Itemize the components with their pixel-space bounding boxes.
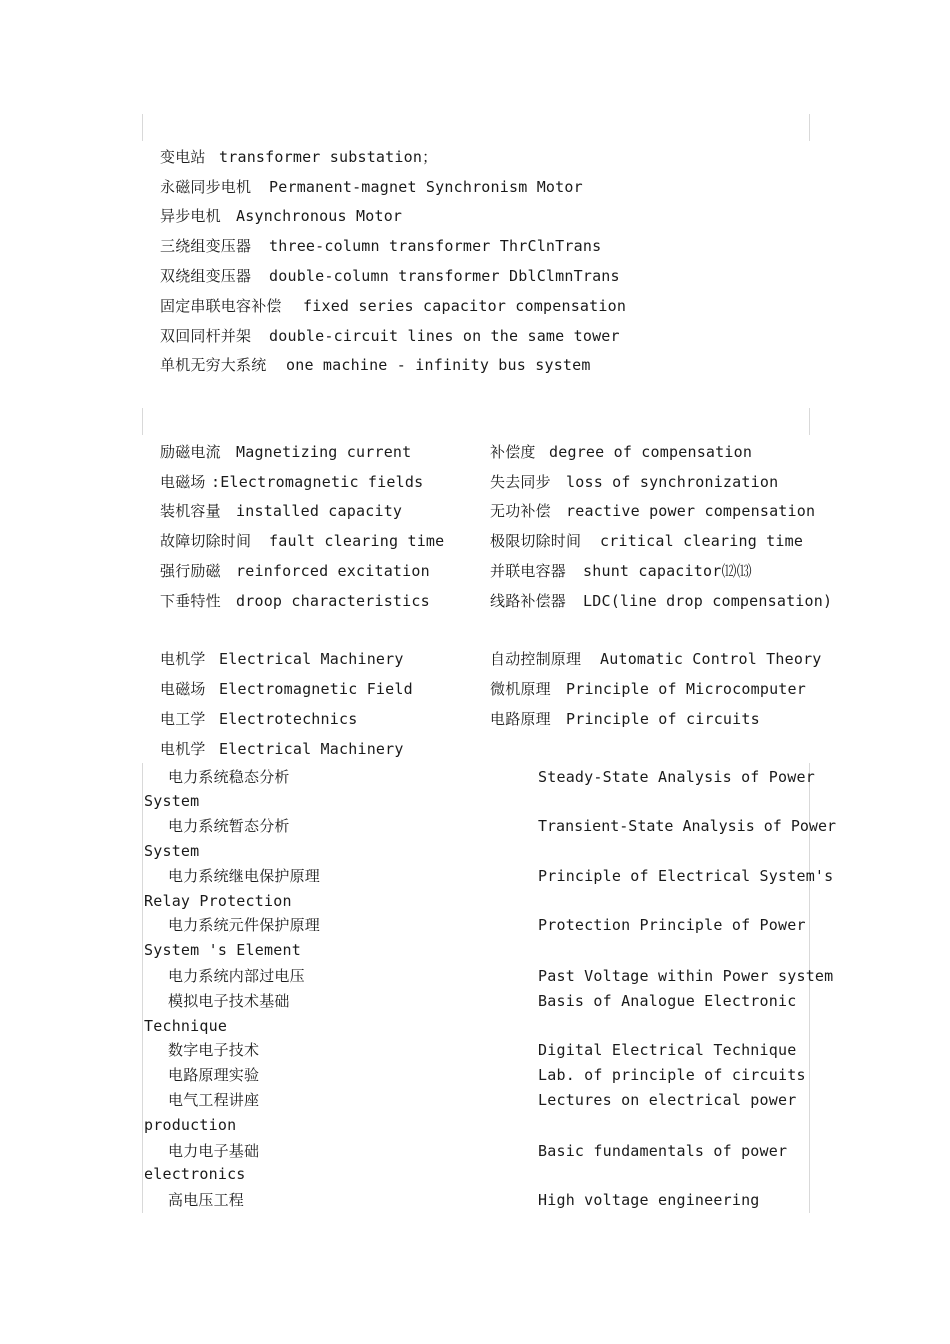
term-en: reactive power compensation bbox=[566, 502, 816, 520]
course-en: Steady-State Analysis of Power bbox=[538, 768, 815, 786]
term-en: installed capacity bbox=[236, 502, 403, 520]
course-en-wrap: electronics bbox=[144, 1165, 246, 1183]
term-cn: 单机无穷大系统 bbox=[160, 356, 267, 374]
term-cn: 失去同步 bbox=[490, 473, 551, 491]
term-cn: 励磁电流 bbox=[160, 443, 221, 461]
course-cn: 电力系统元件保护原理 bbox=[168, 916, 321, 934]
course-cn: 自动控制原理 bbox=[490, 650, 582, 668]
course-cn: 电力电子基础 bbox=[168, 1142, 260, 1160]
term-en: fault clearing time bbox=[269, 532, 445, 550]
course-en: Electrical Machinery bbox=[219, 740, 404, 758]
term-cn: 三绕组变压器 bbox=[160, 237, 252, 255]
course-en-wrap: production bbox=[144, 1116, 237, 1134]
course-en-wrap: System bbox=[144, 842, 200, 860]
term-cn: 变电站 bbox=[160, 148, 206, 166]
term-cn: 下垂特性 bbox=[160, 592, 221, 610]
course-en-wrap: System 's Element bbox=[144, 941, 301, 959]
term-en: three-column transformer ThrClnTrans bbox=[269, 237, 602, 255]
table-border-right-2 bbox=[809, 408, 810, 435]
course-cn: 电路原理 bbox=[490, 710, 551, 728]
term-en: LDC(line drop compensation) bbox=[583, 592, 833, 610]
course-en: Electrical Machinery bbox=[219, 650, 404, 668]
course-cn: 数字电子技术 bbox=[168, 1041, 260, 1059]
term-en: reinforced excitation bbox=[236, 562, 430, 580]
table-border-left-3 bbox=[142, 763, 143, 1213]
term-en: Permanent-magnet Synchronism Motor bbox=[269, 178, 583, 196]
term-cn: 故障切除时间 bbox=[160, 532, 252, 550]
course-cn: 高电压工程 bbox=[168, 1191, 245, 1209]
course-cn: 微机原理 bbox=[490, 680, 551, 698]
course-en: Principle of Microcomputer bbox=[566, 680, 806, 698]
term-en: :Electromagnetic fields bbox=[211, 473, 424, 491]
course-en: Basic fundamentals of power bbox=[538, 1142, 788, 1160]
course-en-wrap: Relay Protection bbox=[144, 892, 292, 910]
course-cn: 电路原理实验 bbox=[168, 1066, 260, 1084]
table-border-left-2 bbox=[142, 408, 143, 435]
course-en: Transient-State Analysis of Power bbox=[538, 817, 837, 835]
course-en: Principle of Electrical System's bbox=[538, 867, 834, 885]
course-cn: 电机学 bbox=[160, 650, 206, 668]
table-border-left-1 bbox=[142, 114, 143, 141]
course-en: High voltage engineering bbox=[538, 1191, 760, 1209]
term-cn: 异步电机 bbox=[160, 207, 221, 225]
course-cn: 电机学 bbox=[160, 740, 206, 758]
term-cn: 补偿度 bbox=[490, 443, 536, 461]
term-cn: 固定串联电容补偿 bbox=[160, 297, 282, 315]
term-en: double-column transformer DblClmnTrans bbox=[269, 267, 620, 285]
term-cn: 强行励磁 bbox=[160, 562, 221, 580]
term-cn: 无功补偿 bbox=[490, 502, 551, 520]
term-en: loss of synchronization bbox=[566, 473, 779, 491]
course-cn: 电工学 bbox=[160, 710, 206, 728]
table-border-right-1 bbox=[809, 114, 810, 141]
term-cn: 线路补偿器 bbox=[490, 592, 567, 610]
term-cn: 装机容量 bbox=[160, 502, 221, 520]
term-en: Magnetizing current bbox=[236, 443, 412, 461]
course-cn: 电力系统继电保护原理 bbox=[168, 867, 321, 885]
course-cn: 电力系统暂态分析 bbox=[168, 817, 290, 835]
course-cn: 电磁场 bbox=[160, 680, 206, 698]
term-en: critical clearing time bbox=[600, 532, 804, 550]
term-en: droop characteristics bbox=[236, 592, 430, 610]
term-en: transformer substation； bbox=[219, 148, 438, 166]
course-en: Automatic Control Theory bbox=[600, 650, 822, 668]
course-en: Basis of Analogue Electronic bbox=[538, 992, 797, 1010]
course-cn: 电力系统内部过电压 bbox=[168, 967, 305, 985]
term-cn: 永磁同步电机 bbox=[160, 178, 252, 196]
term-en: Asynchronous Motor bbox=[236, 207, 403, 225]
course-en: Electrotechnics bbox=[219, 710, 358, 728]
term-en: one machine - infinity bus system bbox=[286, 356, 591, 374]
course-cn: 电气工程讲座 bbox=[168, 1091, 260, 1109]
term-cn: 极限切除时间 bbox=[490, 532, 582, 550]
term-en: fixed series capacitor compensation bbox=[303, 297, 627, 315]
course-en: Protection Principle of Power bbox=[538, 916, 806, 934]
term-cn: 双绕组变压器 bbox=[160, 267, 252, 285]
course-en: Digital Electrical Technique bbox=[538, 1041, 797, 1059]
term-cn: 并联电容器 bbox=[490, 562, 567, 580]
term-cn: 双回同杆并架 bbox=[160, 327, 252, 345]
term-en: shunt capacitor⑿⒀ bbox=[583, 562, 752, 580]
course-en-wrap: Technique bbox=[144, 1017, 228, 1035]
course-en: Lab. of principle of circuits bbox=[538, 1066, 806, 1084]
course-cn: 电力系统稳态分析 bbox=[168, 768, 290, 786]
course-en: Principle of circuits bbox=[566, 710, 760, 728]
course-en-wrap: System bbox=[144, 792, 200, 810]
course-en: Electromagnetic Field bbox=[219, 680, 413, 698]
term-en: double-circuit lines on the same tower bbox=[269, 327, 620, 345]
course-cn: 模拟电子技术基础 bbox=[168, 992, 290, 1010]
course-en: Past Voltage within Power system bbox=[538, 967, 834, 985]
term-en: degree of compensation bbox=[549, 443, 753, 461]
course-en: Lectures on electrical power bbox=[538, 1091, 797, 1109]
term-cn: 电磁场 bbox=[160, 473, 206, 491]
